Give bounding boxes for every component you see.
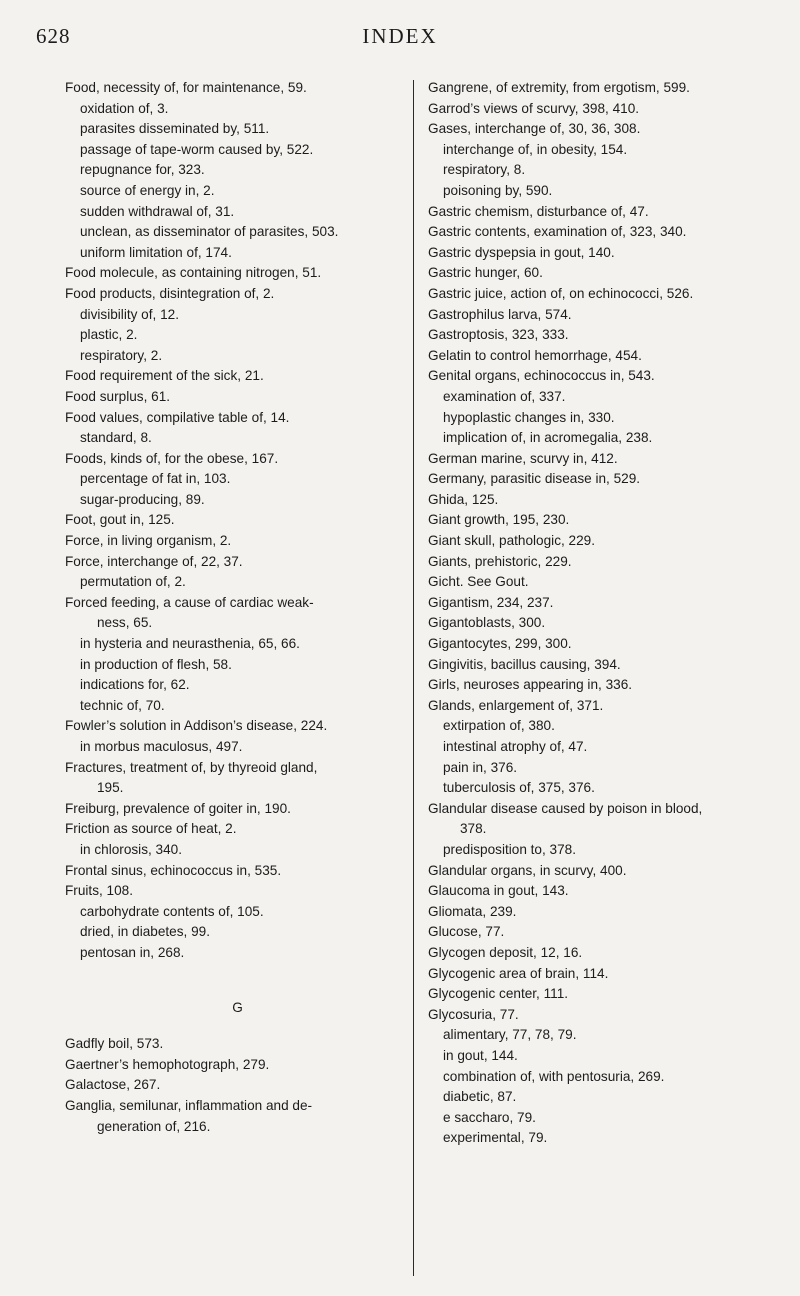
- index-subentry: respiratory, 8.: [443, 162, 526, 178]
- index-subentry: plastic, 2.: [80, 327, 138, 343]
- index-subentry: in morbus maculosus, 497.: [80, 739, 243, 754]
- running-head: INDEX: [362, 24, 438, 48]
- index-subentry: extirpation of, 380.: [443, 718, 555, 734]
- index-entry: Glycosuria, 77.: [428, 1006, 519, 1022]
- index-entry: Food requirement of the sick, 21.: [65, 368, 264, 384]
- index-entry: Gigantoblasts, 300.: [428, 615, 546, 631]
- index-entry: Gastric contents, examination of, 323, 340.: [428, 224, 687, 240]
- index-subentry: oxidation of, 3.: [80, 100, 169, 116]
- index-entry: Germany, parasitic disease in, 529.: [428, 471, 641, 487]
- index-subentry: experimental, 79.: [443, 1130, 548, 1146]
- index-entry: Gadfly boil, 573.: [65, 1036, 164, 1052]
- index-subentry: uniform limitation of, 174.: [80, 244, 232, 260]
- index-entry: Gicht. See Gout.: [428, 574, 529, 590]
- index-column-left: [65, 78, 410, 1137]
- index-subentry: alimentary, 77, 78, 79.: [443, 1027, 577, 1043]
- index-entry: Gastroptosis, 323, 333.: [428, 327, 569, 343]
- index-entry: Glaucoma in gout, 143.: [428, 883, 569, 899]
- index-subentry: divisibility of, 12.: [80, 306, 179, 322]
- index-subentry: dried, in diabetes, 99.: [80, 924, 210, 940]
- index-entry: Glands, enlargement of, 371.: [428, 697, 604, 713]
- index-entry: Gingivitis, bacillus causing, 394.: [428, 656, 621, 672]
- index-entry: Food values, compilative table of, 14.: [65, 409, 290, 425]
- index-subentry: 378.: [460, 821, 487, 837]
- index-entry: Frontal sinus, echinococcus in, 535.: [65, 862, 282, 878]
- column-divider: [413, 80, 414, 1276]
- index-subentry: in chlorosis, 340.: [80, 841, 183, 857]
- index-entry: Freiburg, prevalence of goiter in, 190.: [65, 800, 291, 816]
- index-subentry: indications for, 62.: [80, 677, 190, 693]
- index-subentry: predisposition to, 378.: [443, 841, 577, 857]
- index-subentry: 195.: [97, 780, 124, 796]
- index-entry: Ganglia, semilunar, inflammation and de-: [65, 1097, 313, 1113]
- index-entry: Glycogen deposit, 12, 16.: [428, 944, 583, 960]
- index-entry: Galactose, 267.: [65, 1077, 161, 1093]
- index-entry: Fowler’s solution in Addison’s disease, 224.: [65, 718, 328, 734]
- index-entry: Garrod’s views of scurvy, 398, 410.: [428, 100, 640, 116]
- index-entry: Gases, interchange of, 30, 36, 308.: [428, 121, 641, 137]
- index-entry: Food molecule, as containing nitrogen, 51.: [65, 265, 322, 281]
- index-subentry: e saccharo, 79.: [443, 1109, 536, 1125]
- index-subentry: repugnance for, 323.: [80, 162, 205, 178]
- page-header: [0, 24, 800, 54]
- index-subentry: pain in, 376.: [443, 759, 518, 775]
- index-subentry: pentosan in, 268.: [80, 944, 185, 960]
- index-entry: Giants, prehistoric, 229.: [428, 553, 572, 569]
- index-entry: Fruits, 108.: [65, 883, 133, 899]
- index-entry: Gaertner’s hemophotograph, 279.: [65, 1056, 270, 1072]
- index-entry: Foods, kinds of, for the obese, 167.: [65, 450, 279, 466]
- index-entry: Giant growth, 195, 230.: [428, 512, 570, 528]
- index-subentry: examination of, 337.: [443, 388, 566, 404]
- index-subentry: parasites disseminated by, 511.: [80, 121, 270, 137]
- index-entry: Gastrophilus larva, 574.: [428, 306, 572, 322]
- index-entry: Gastric hunger, 60.: [428, 265, 543, 281]
- index-entry: Gangrene, of extremity, from ergotism, 599.: [428, 80, 690, 95]
- index-entry: Gastric juice, action of, on echinococci, 526.: [428, 285, 694, 301]
- index-subentry: combination of, with pentosuria, 269.: [443, 1068, 665, 1084]
- section-letter: G: [232, 999, 243, 1015]
- index-entry: Glycogenic area of brain, 114.: [428, 965, 609, 981]
- index-entry: Food products, disintegration of, 2.: [65, 285, 275, 301]
- index-entry: Glucose, 77.: [428, 924, 505, 940]
- index-subentry: tuberculosis of, 375, 376.: [443, 780, 595, 796]
- index-subentry: in hysteria and neurasthenia, 65, 66.: [80, 636, 300, 652]
- index-subentry: technic of, 70.: [80, 697, 165, 713]
- index-subentry: implication of, in acromegalia, 238.: [443, 430, 653, 446]
- index-subentry: generation of, 216.: [97, 1118, 211, 1134]
- index-subentry: carbohydrate contents of, 105.: [80, 903, 264, 919]
- index-subentry: diabetic, 87.: [443, 1089, 517, 1105]
- index-entry: Food surplus, 61.: [65, 388, 171, 404]
- index-subentry: ness, 65.: [97, 615, 153, 631]
- index-subentry: sugar-producing, 89.: [80, 491, 205, 507]
- index-entry: Force, in living organism, 2.: [65, 533, 232, 549]
- index-entry: Forced feeding, a cause of cardiac weak-: [65, 594, 314, 610]
- index-entry: German marine, scurvy in, 412.: [428, 450, 618, 466]
- index-entry: Gelatin to control hemorrhage, 454.: [428, 347, 642, 363]
- index-entry: Gigantism, 234, 237.: [428, 594, 554, 610]
- index-column-right: [428, 78, 773, 1149]
- index-entry: Glandular disease caused by poison in blood,: [428, 800, 703, 816]
- index-subentry: percentage of fat in, 103.: [80, 471, 231, 487]
- index-entry: Gastric dyspepsia in gout, 140.: [428, 244, 615, 260]
- index-entry: Gigantocytes, 299, 300.: [428, 636, 572, 652]
- index-entry: Force, interchange of, 22, 37.: [65, 553, 243, 569]
- index-entry: Gliomata, 239.: [428, 903, 517, 919]
- index-entry: Foot, gout in, 125.: [65, 512, 175, 528]
- index-entry: Glandular organs, in scurvy, 400.: [428, 862, 627, 878]
- index-subentry: hypoplastic changes in, 330.: [443, 409, 615, 425]
- index-subentry: permutation of, 2.: [80, 574, 186, 590]
- index-entry: Ghida, 125.: [428, 491, 499, 507]
- index-entry: Fractures, treatment of, by thyreoid gland,: [65, 759, 318, 775]
- index-entry: Girls, neuroses appearing in, 336.: [428, 677, 633, 693]
- index-subentry: unclean, as disseminator of parasites, 503.: [80, 224, 339, 240]
- index-subentry: passage of tape-worm caused by, 522.: [80, 141, 314, 157]
- index-subentry: in production of flesh, 58.: [80, 656, 232, 672]
- index-subentry: intestinal atrophy of, 47.: [443, 739, 588, 754]
- index-subentry: source of energy in, 2.: [80, 182, 215, 198]
- page-number: 628: [36, 24, 71, 48]
- index-entry: Giant skull, pathologic, 229.: [428, 533, 596, 549]
- index-subentry: interchange of, in obesity, 154.: [443, 141, 628, 157]
- index-subentry: sudden withdrawal of, 31.: [80, 203, 235, 219]
- index-entry: Genital organs, echinococcus in, 543.: [428, 368, 655, 384]
- index-subentry: respiratory, 2.: [80, 347, 163, 363]
- index-subentry: standard, 8.: [80, 430, 152, 446]
- index-entry: Friction as source of heat, 2.: [65, 821, 237, 837]
- index-subentry: in gout, 144.: [443, 1047, 518, 1063]
- index-subentry: poisoning by, 590.: [443, 182, 553, 198]
- index-entry: Food, necessity of, for maintenance, 59.: [65, 80, 307, 95]
- index-entry: Glycogenic center, 111.: [428, 986, 569, 1002]
- index-entry: Gastric chemism, disturbance of, 47.: [428, 203, 649, 219]
